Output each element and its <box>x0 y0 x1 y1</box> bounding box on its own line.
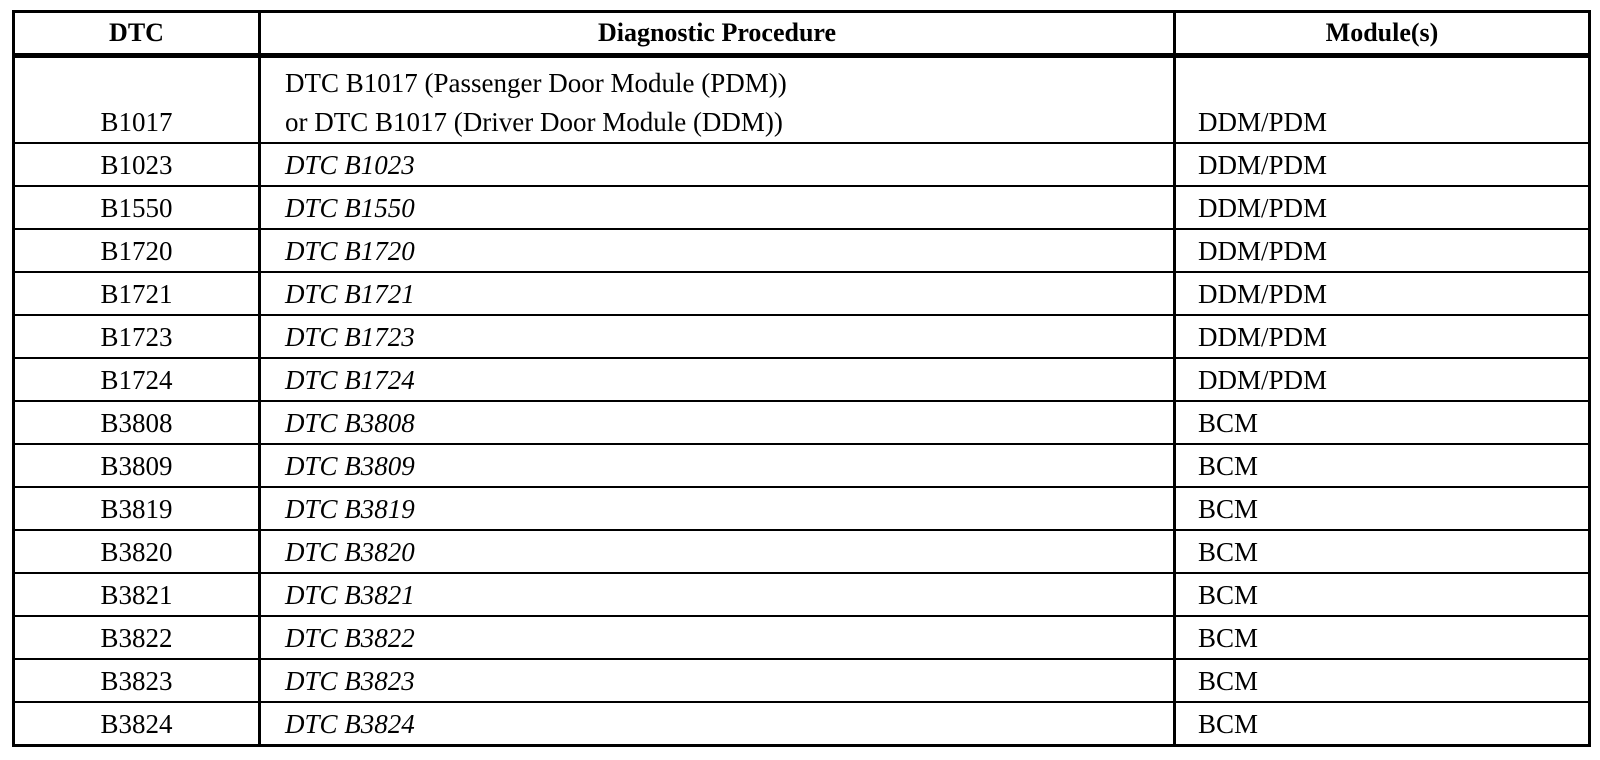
dtc-code-cell: B3824 <box>14 702 260 746</box>
dtc-code-cell: B1550 <box>14 186 260 229</box>
dtc-code-cell: B1721 <box>14 272 260 315</box>
module-cell: BCM <box>1175 616 1590 659</box>
table-row <box>14 444 1590 487</box>
procedure-line: DTC B1017 (Passenger Door Module (PDM)) <box>285 68 787 98</box>
procedure-link[interactable]: DTC B3823 <box>260 659 1175 702</box>
table-row <box>14 229 1590 272</box>
table-row <box>14 358 1590 401</box>
dtc-code-cell: B3820 <box>14 530 260 573</box>
dtc-code-cell: B3821 <box>14 573 260 616</box>
module-cell: BCM <box>1175 659 1590 702</box>
module-cell: BCM <box>1175 444 1590 487</box>
procedure-cell <box>260 56 1175 144</box>
dtc-code-cell: B3809 <box>14 444 260 487</box>
procedure-line: or DTC B1017 (Driver Door Module (DDM)) <box>285 107 783 137</box>
procedure-link[interactable]: DTC B3819 <box>260 487 1175 530</box>
dtc-code-cell: B3808 <box>14 401 260 444</box>
procedure-link[interactable]: DTC B1550 <box>260 186 1175 229</box>
module-cell: DDM/PDM <box>1175 56 1590 144</box>
dtc-code-cell: B1723 <box>14 315 260 358</box>
table-row <box>14 487 1590 530</box>
table-row <box>14 401 1590 444</box>
module-cell: BCM <box>1175 702 1590 746</box>
header-diagnostic-procedure: Diagnostic Procedure <box>260 12 1175 56</box>
table-row <box>14 530 1590 573</box>
procedure-link[interactable]: DTC B3808 <box>260 401 1175 444</box>
procedure-link[interactable]: DTC B1720 <box>260 229 1175 272</box>
header-modules: Module(s) <box>1175 12 1590 56</box>
module-cell: BCM <box>1175 401 1590 444</box>
table-row <box>14 616 1590 659</box>
module-cell: DDM/PDM <box>1175 315 1590 358</box>
dtc-code-cell: B3819 <box>14 487 260 530</box>
table-row <box>14 186 1590 229</box>
module-cell: DDM/PDM <box>1175 143 1590 186</box>
table-row <box>14 659 1590 702</box>
table-row <box>14 315 1590 358</box>
table-row <box>14 702 1590 746</box>
dtc-code-cell: B3823 <box>14 659 260 702</box>
dtc-code-cell: B1720 <box>14 229 260 272</box>
procedure-link[interactable]: DTC B3824 <box>260 702 1175 746</box>
table-header-row <box>14 12 1590 56</box>
module-cell: BCM <box>1175 487 1590 530</box>
procedure-link[interactable]: DTC B3821 <box>260 573 1175 616</box>
module-cell: BCM <box>1175 573 1590 616</box>
procedure-link[interactable]: DTC B1723 <box>260 315 1175 358</box>
table-row <box>14 56 1590 144</box>
dtc-code-cell: B1017 <box>14 56 260 144</box>
dtc-table-container <box>12 10 1588 747</box>
dtc-table <box>12 10 1591 747</box>
procedure-link[interactable]: DTC B3822 <box>260 616 1175 659</box>
dtc-code-cell: B1023 <box>14 143 260 186</box>
procedure-link[interactable]: DTC B3809 <box>260 444 1175 487</box>
table-row <box>14 143 1590 186</box>
table-row <box>14 272 1590 315</box>
procedure-link[interactable]: DTC B3820 <box>260 530 1175 573</box>
dtc-code-cell: B3822 <box>14 616 260 659</box>
header-dtc: DTC <box>14 12 260 56</box>
module-cell: DDM/PDM <box>1175 186 1590 229</box>
module-cell: DDM/PDM <box>1175 229 1590 272</box>
table-row <box>14 573 1590 616</box>
module-cell: DDM/PDM <box>1175 358 1590 401</box>
module-cell: BCM <box>1175 530 1590 573</box>
dtc-code-cell: B1724 <box>14 358 260 401</box>
module-cell: DDM/PDM <box>1175 272 1590 315</box>
procedure-link[interactable]: DTC B1724 <box>260 358 1175 401</box>
procedure-link[interactable]: DTC B1023 <box>260 143 1175 186</box>
procedure-link[interactable]: DTC B1721 <box>260 272 1175 315</box>
